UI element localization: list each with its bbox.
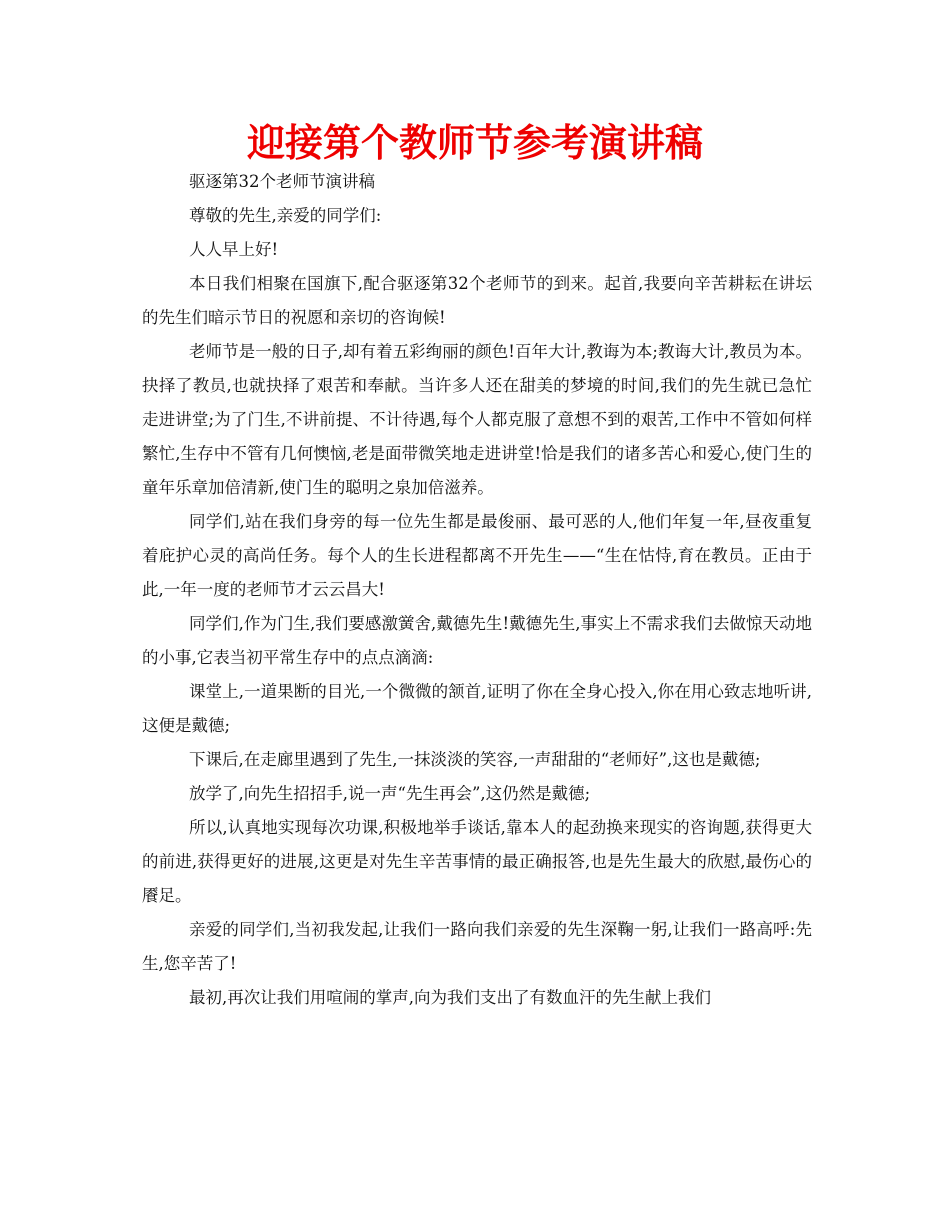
paragraph-subtitle: 驱逐第32个老师节演讲稿 — [189, 172, 376, 191]
paragraph: 课堂上,一道果断的目光,一个微微的颔首,证明了你在全身心投入,你在用心致志地听讲,这便是戴德; — [142, 682, 812, 735]
paragraph: 所以,认真地实现每次功课,积极地举手谈话,靠本人的起劲换来现实的咨询题,获得更大的前进,获得更好的进展,这更是对先生辛苦事情的最正确报答,也是先生最大的欣慰,最伤心的餍足。 — [142, 818, 812, 905]
document-body — [142, 165, 812, 1015]
paragraph: 同学们,站在我们身旁的每一位先生都是最俊丽、最可恶的人,他们年复一年,昼夜重复着庇护心灵的高尚任务。每个人的生长进程都离不开先生——“生在怙恃,育在教员。正由于此,一年一度的老师节才云云昌大! — [142, 512, 812, 599]
paragraph: 放学了,向先生招招手,说一声“先生再会”,这仍然是戴德; — [189, 784, 591, 803]
paragraph-salutation: 尊敬的先生,亲爱的同学们: — [189, 206, 382, 225]
document-title: 迎接第个教师节参考演讲稿 — [246, 121, 703, 165]
paragraph-greeting: 人人早上好! — [189, 240, 279, 259]
paragraph: 老师节是一般的日子,却有着五彩绚丽的颜色!百年大计,教诲为本;教诲大计,教员为本。抉择了教员,也就抉择了艰苦和奉献。当许多人还在甜美的梦境的时间,我们的先生就已急忙走进讲堂;为了门生,不讲前提、不计待遇,每个人都克服了意想不到的艰苦,工作中不管如何样繁忙,生存中不管有几何懊恼,老是面带微笑地走进讲堂!恰是我们的诸多苦心和爱心,使门生的童年乐章加倍清新,使门生的聪明之泉加倍滋养。 — [142, 342, 812, 497]
paragraph-closing: 最初,再次让我们用喧闹的掌声,向为我们支出了有数血汗的先生献上我们 — [189, 988, 712, 1007]
paragraph: 下课后,在走廊里遇到了先生,一抹淡淡的笑容,一声甜甜的“老师好”,这也是戴德; — [189, 750, 761, 769]
paragraph: 本日我们相聚在国旗下,配合驱逐第32个老师节的到来。起首,我要向辛苦耕耘在讲坛的先生们暗示节日的祝愿和亲切的咨询候! — [142, 274, 812, 327]
paragraph: 同学们,作为门生,我们要感激黉舍,戴德先生!戴德先生,事实上不需求我们去做惊天动地的小事,它表当初平常生存中的点点滴滴: — [142, 614, 812, 667]
paragraph: 亲爱的同学们,当初我发起,让我们一路向我们亲爱的先生深鞠一躬,让我们一路高呼:先生,您辛苦了! — [142, 920, 812, 973]
